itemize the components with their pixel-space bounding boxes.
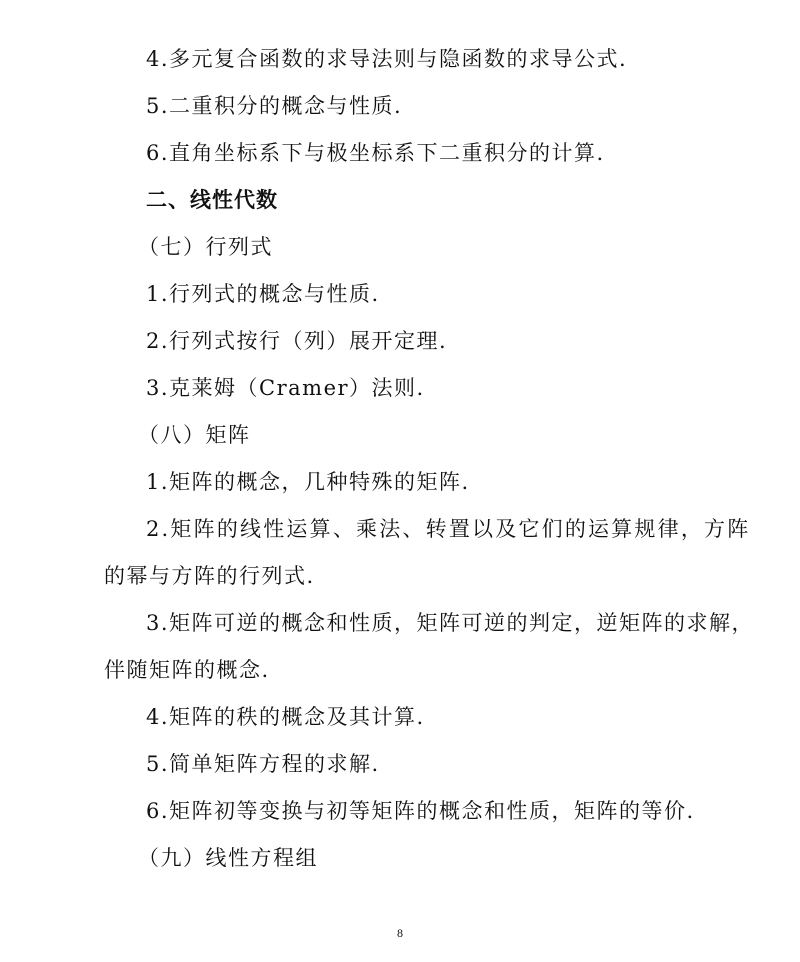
section-heading-linear-algebra: 二、线性代数	[146, 188, 278, 212]
item-matrix-operations: 2.矩阵的线性运算、乘法、转置以及它们的运算规律，方阵	[146, 517, 751, 541]
item-multivariate-derivative-rules: 4.多元复合函数的求导法则与隐函数的求导公式.	[146, 47, 628, 71]
item-matrix-operations-continued: 的幂与方阵的行列式.	[104, 564, 315, 588]
subsection-heading-matrices: （八）矩阵	[138, 423, 251, 447]
item-matrix-concept: 1.矩阵的概念，几种特殊的矩阵.	[146, 470, 470, 494]
item-cramer-rule: 3.克莱姆（Cramer）法则.	[146, 376, 425, 400]
item-matrix-rank: 4.矩阵的秩的概念及其计算.	[146, 705, 425, 729]
item-matrix-invertibility-continued: 伴随矩阵的概念.	[104, 658, 270, 682]
subsection-heading-linear-systems: （九）线性方程组	[138, 846, 318, 870]
item-matrix-equation: 5.简单矩阵方程的求解.	[146, 752, 380, 776]
item-double-integral-computation: 6.直角坐标系下与极坐标系下二重积分的计算.	[146, 141, 605, 165]
item-matrix-invertibility: 3.矩阵可逆的概念和性质，矩阵可逆的判定，逆矩阵的求解，	[146, 611, 755, 635]
item-determinant-expansion: 2.行列式按行（列）展开定理.	[146, 329, 448, 353]
item-determinant-concept: 1.行列式的概念与性质.	[146, 282, 380, 306]
page-number: 8	[397, 926, 403, 940]
item-double-integral-concept: 5.二重积分的概念与性质.	[146, 94, 403, 118]
subsection-heading-determinants: （七）行列式	[138, 235, 273, 259]
item-elementary-transformations: 6.矩阵初等变换与初等矩阵的概念和性质，矩阵的等价.	[146, 799, 695, 823]
